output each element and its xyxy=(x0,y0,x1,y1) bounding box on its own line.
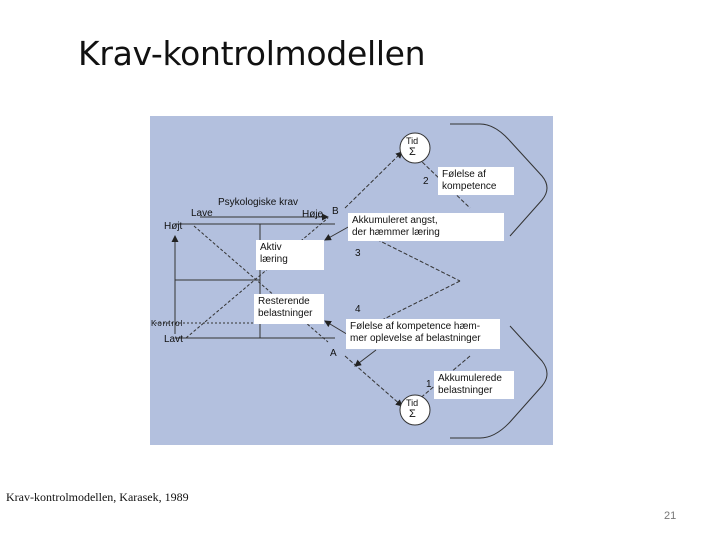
box-line: kompetence xyxy=(442,181,497,192)
point-a-label: A xyxy=(330,348,337,359)
number-2: 2 xyxy=(423,176,429,187)
box-accumulated-anxiety xyxy=(348,213,504,241)
karasek-diagram xyxy=(150,116,553,445)
box-line: mer oplevelse af belastninger xyxy=(350,333,481,344)
point-b-label: B xyxy=(332,206,339,217)
psych-demands-label: Psykologiske krav xyxy=(218,197,299,208)
box-line: belastninger xyxy=(438,385,493,396)
low-demands-label: Lave xyxy=(191,208,213,219)
slide-title: Krav-kontrolmodellen xyxy=(78,34,426,73)
box-competence-inhibits xyxy=(346,319,500,349)
box-accumulated-strain xyxy=(434,371,514,399)
low-control-label: Lavt xyxy=(164,334,183,345)
box-line: Følelse af xyxy=(442,169,486,180)
figure-caption: Krav-kontrolmodellen, Karasek, 1989 xyxy=(6,490,189,504)
sigma-bottom: Σ xyxy=(409,408,416,420)
box-line: der hæmmer læring xyxy=(352,227,440,238)
time-label-bottom: Tid xyxy=(406,398,419,408)
box-line: Aktiv xyxy=(260,242,282,253)
box-line: læring xyxy=(260,254,288,265)
box-line: Resterende xyxy=(258,296,310,307)
box-line: Akkumuleret angst, xyxy=(352,215,438,226)
box-active-learning xyxy=(256,240,324,270)
box-feeling-competence xyxy=(438,167,514,195)
box-residual-strain xyxy=(254,294,324,324)
time-label-top: Tid xyxy=(406,136,419,146)
number-4: 4 xyxy=(355,304,361,315)
control-axis-label: Kontrol xyxy=(151,319,184,328)
slide-number: 21 xyxy=(664,510,677,522)
box-line: belastninger xyxy=(258,308,313,319)
number-3: 3 xyxy=(355,248,361,259)
box-line: Akkumulerede xyxy=(438,373,502,384)
number-1: 1 xyxy=(426,379,432,390)
box-line: Følelse af kompetence hæm- xyxy=(350,321,481,332)
high-demands-label: Høje xyxy=(302,209,324,220)
high-control-label: Højt xyxy=(164,221,183,232)
sigma-top: Σ xyxy=(409,146,416,158)
